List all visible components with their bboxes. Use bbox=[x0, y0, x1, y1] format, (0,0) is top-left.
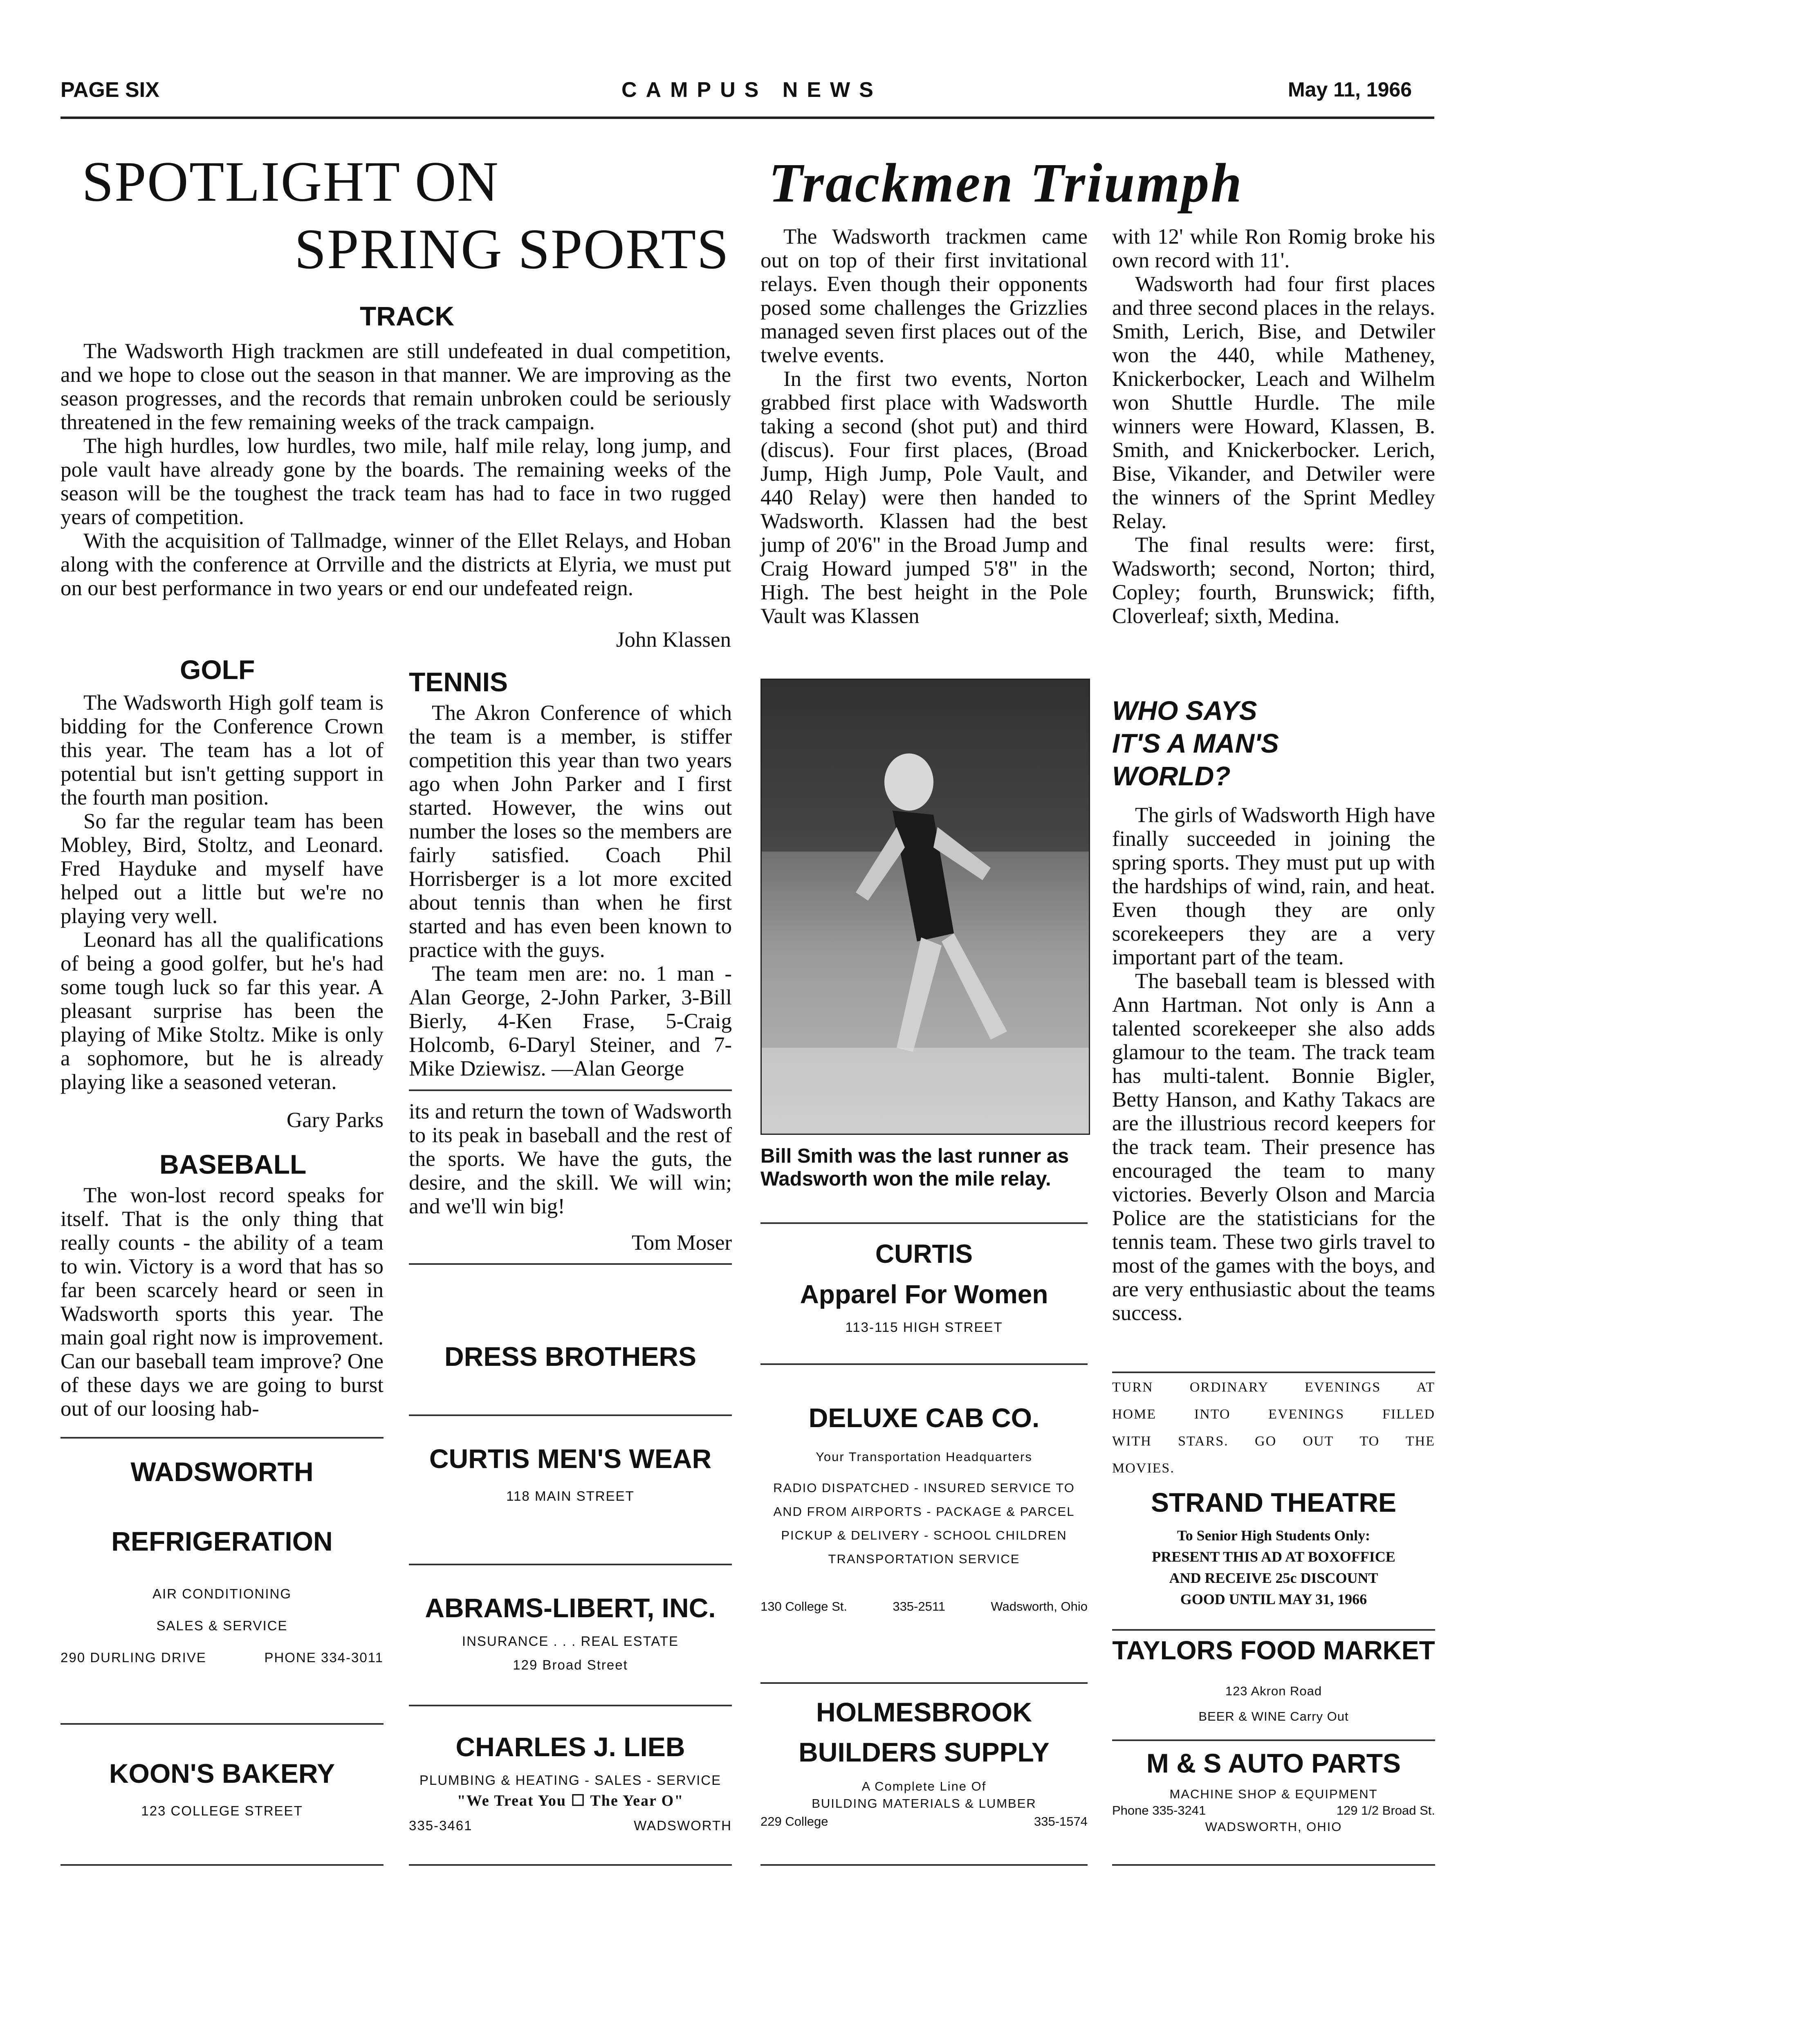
page-number: PAGE SIX bbox=[61, 78, 159, 102]
ad-curtis-apparel bbox=[760, 1239, 1088, 1335]
womans-world-article bbox=[1112, 803, 1435, 1325]
ad-curtis-apparel-address: 113-115 HIGH STREET bbox=[845, 1320, 1003, 1335]
ad-strand-line2: PRESENT THIS AD AT BOXOFFICE bbox=[1152, 1549, 1395, 1565]
ad-lieb-line2: "We Treat You ☐ The Year O" bbox=[457, 1792, 684, 1809]
ad-taylors-sub: BEER & WINE Carry Out bbox=[1198, 1709, 1349, 1724]
trackmen-title: Trackmen Triumph bbox=[769, 152, 1243, 214]
ad-ref-line1: WADSWORTH bbox=[130, 1457, 314, 1487]
track-paragraph: With the acquisition of Tallmadge, winner of the Ellet Relays, and Hoban along with the conference at Orrville and the districts at Elyria, we must put on our best performance in two years or end our undefeated reign. bbox=[61, 529, 731, 600]
ad-rule bbox=[760, 1864, 1088, 1866]
ad-ms-sub: MACHINE SHOP & EQUIPMENT bbox=[1169, 1787, 1378, 1801]
ad-strand-promo2: HOME INTO EVENINGS FILLED bbox=[1112, 1407, 1435, 1422]
ad-ref-sub1: AIR CONDITIONING bbox=[152, 1586, 292, 1601]
ad-curtis-apparel-line1: CURTIS bbox=[875, 1239, 973, 1269]
trackmen-col1 bbox=[760, 225, 1088, 628]
ad-deluxe-address: 130 College St. bbox=[760, 1599, 847, 1614]
ad-deluxe-phone: 335-2511 bbox=[893, 1599, 946, 1614]
ad-lieb-line1: PLUMBING & HEATING - SALES - SERVICE bbox=[419, 1773, 722, 1788]
issue-date: May 11, 1966 bbox=[1288, 78, 1412, 101]
golf-byline: Gary Parks bbox=[287, 1108, 384, 1132]
ad-ref-phone: PHONE 334-3011 bbox=[264, 1650, 384, 1665]
track-byline: John Klassen bbox=[616, 628, 731, 652]
ad-holmesbrook-address: 229 College bbox=[760, 1814, 828, 1829]
ad-curtis-apparel-line2: Apparel For Women bbox=[800, 1280, 1048, 1309]
ad-deluxe-cab bbox=[760, 1402, 1088, 1614]
ad-ms-city: WADSWORTH, OHIO bbox=[1205, 1820, 1342, 1834]
golf-paragraph: The Wadsworth High golf team is bidding for the Conference Crown this year. The team has a lot of potential but isn't getting support in the fourth man position. bbox=[61, 691, 384, 809]
track-paragraph: The high hurdles, low hurdles, two mile, half mile relay, long jump, and pole vault have already gone by the boards. The remaining weeks of the season will be the toughest the track team has had to face in two rugged years of competition. bbox=[61, 434, 731, 529]
ad-ms-phone: Phone 335-3241 bbox=[1112, 1803, 1206, 1818]
ad-lieb-city: WADSWORTH bbox=[634, 1818, 732, 1833]
ad-taylors-name: TAYLORS FOOD MARKET bbox=[1112, 1636, 1435, 1665]
ad-deluxe-city: Wadsworth, Ohio bbox=[991, 1599, 1088, 1614]
ad-holmesbrook bbox=[760, 1697, 1088, 1829]
ad-abrams-line2: 129 Broad Street bbox=[513, 1657, 628, 1672]
ad-rule bbox=[61, 1723, 384, 1725]
header-rule bbox=[61, 117, 1434, 119]
ad-rule bbox=[409, 1564, 732, 1565]
golf-paragraph: So far the regular team has been Mobley, Bird, Stoltz, and Leonard. Fred Hayduke and myself have helped out a little but we're no playing very well. bbox=[61, 809, 384, 928]
ad-abrams-line1: INSURANCE . . . REAL ESTATE bbox=[462, 1634, 679, 1649]
ad-ms-auto-parts bbox=[1112, 1748, 1435, 1834]
ad-strand-promo1: TURN ORDINARY EVENINGS AT bbox=[1112, 1380, 1435, 1395]
ad-koons-name: KOON'S BAKERY bbox=[109, 1758, 335, 1788]
runner-photo bbox=[760, 679, 1090, 1135]
ad-curtis-mens-wear bbox=[409, 1443, 732, 1504]
womans-world-paragraph: The baseball team is blessed with Ann Hartman. Not only is Ann a talented scorekeeper she also adds glamour to the team. The track team has multi-talent. Bonnie Bigler, Betty Hanson, and Kathy Takacs are are the illustrious record keepers for the track team. Their presence has encouraged the team to many victories. Beverly Olson and Marcia Police are the statisticians for the tennis team. These two girls travel to most of the games with the boys, and are very enthusiastic about the teams success. bbox=[1112, 969, 1435, 1325]
ad-deluxe-line3: PICKUP & DELIVERY - SCHOOL CHILDREN bbox=[781, 1528, 1067, 1542]
ad-wadsworth-refrigeration bbox=[61, 1455, 384, 1665]
ad-lieb-phone: 335-3461 bbox=[409, 1818, 473, 1833]
ad-strand-theatre bbox=[1112, 1380, 1435, 1608]
ad-rule bbox=[1112, 1629, 1435, 1631]
track-article bbox=[61, 339, 731, 600]
baseball-continued-text: its and return the town of Wadsworth to its peak in baseball and the rest of the sports. We have the guts, the desire, and the skill. We will win; and we'll win big! bbox=[409, 1100, 732, 1218]
ad-abrams-libert bbox=[409, 1592, 732, 1673]
baseball-article bbox=[61, 1183, 384, 1421]
ad-strand-name: STRAND THEATRE bbox=[1151, 1487, 1397, 1517]
ad-deluxe-tagline: Your Transportation Headquarters bbox=[816, 1450, 1032, 1464]
ad-deluxe-line1: RADIO DISPATCHED - INSURED SERVICE TO bbox=[773, 1481, 1075, 1495]
ad-charles-lieb bbox=[409, 1731, 732, 1833]
ad-curtis-men-address: 118 MAIN STREET bbox=[506, 1488, 635, 1504]
ad-strand-line1: To Senior High Students Only: bbox=[1177, 1527, 1371, 1544]
ad-curtis-men-name: CURTIS MEN'S WEAR bbox=[429, 1443, 712, 1474]
ad-holmesbrook-line1: HOLMESBROOK bbox=[816, 1697, 1032, 1727]
golf-heading: GOLF bbox=[180, 654, 255, 685]
trackmen-paragraph: The final results were: first, Wadsworth; second, Norton; third, Copley; fourth, Brunswick; fifth, Cloverleaf; sixth, Medina. bbox=[1112, 533, 1435, 628]
photo-caption: Bill Smith was the last runner as Wadsworth won the mile relay. bbox=[760, 1145, 1069, 1190]
ad-rule bbox=[409, 1864, 732, 1866]
ad-deluxe-line4: TRANSPORTATION SERVICE bbox=[828, 1552, 1020, 1566]
baseball-heading: BASEBALL bbox=[159, 1149, 307, 1179]
tennis-paragraph: The team men are: no. 1 man - Alan George, 2-John Parker, 3-Bill Bierly, 4-Ken Frase, 5-Craig Holcomb, 6-Daryl Steiner, and 7-Mike Dziewisz. —Alan George bbox=[409, 962, 732, 1080]
ad-deluxe-name: DELUXE CAB CO. bbox=[808, 1403, 1040, 1433]
ad-rule bbox=[1112, 1739, 1435, 1741]
tennis-paragraph: The Akron Conference of which the team is a member, is stiffer competition this year than two years ago when John Parker and I first started. However, the wins out number the loses so the members are fairly satisfied. Coach Phil Horrisberger is a lot more excited about tennis than when he first started and has even been known to practice with the guys. bbox=[409, 701, 732, 962]
ad-rule bbox=[760, 1682, 1088, 1684]
tennis-article bbox=[409, 701, 732, 1080]
ad-rule bbox=[760, 1363, 1088, 1365]
trackmen-paragraph: with 12' while Ron Romig broke his own record with 11'. bbox=[1112, 225, 1435, 272]
ad-abrams-name: ABRAMS-LIBERT, INC. bbox=[425, 1593, 716, 1623]
ad-taylors-address: 123 Akron Road bbox=[1225, 1684, 1322, 1698]
golf-article bbox=[61, 691, 384, 1094]
womans-world-title-3: WORLD? bbox=[1112, 761, 1231, 791]
ad-holmesbrook-line2: BUILDERS SUPPLY bbox=[799, 1737, 1050, 1767]
ad-rule bbox=[760, 1222, 1088, 1224]
paper-name: CAMPUS NEWS bbox=[621, 78, 882, 102]
ad-strand-line4: GOOD UNTIL MAY 31, 1966 bbox=[1180, 1591, 1367, 1607]
ad-ref-address: 290 DURLING DRIVE bbox=[61, 1650, 206, 1665]
golf-paragraph: Leonard has all the qualifications of being a good golfer, but he's had some tough luck so far this year. A pleasant surprise has been the playing of Mike Stoltz. Mike is only a sophomore, but he is already playing like a seasoned veteran. bbox=[61, 928, 384, 1094]
ad-ref-line2: REFRIGERATION bbox=[111, 1526, 333, 1556]
ad-dress-brothers bbox=[409, 1341, 732, 1372]
ad-lieb-name: CHARLES J. LIEB bbox=[455, 1732, 685, 1762]
spotlight-title-line2: SPRING SPORTS bbox=[294, 217, 730, 281]
ad-koons-address: 123 COLLEGE STREET bbox=[141, 1803, 303, 1818]
ad-rule bbox=[409, 1414, 732, 1416]
trackmen-paragraph: The Wadsworth trackmen came out on top of their first invitational relays. Even though their opponents posed some challenges the Grizzlies managed seven first places out of the twelve events. bbox=[760, 225, 1088, 367]
womans-world-title-1: WHO SAYS bbox=[1112, 695, 1257, 726]
ad-strand-promo4: MOVIES. bbox=[1112, 1461, 1175, 1476]
ad-holmesbrook-sub2: BUILDING MATERIALS & LUMBER bbox=[812, 1796, 1036, 1811]
ad-ref-sub2: SALES & SERVICE bbox=[156, 1618, 288, 1633]
spotlight-title-line1: SPOTLIGHT ON bbox=[82, 150, 499, 213]
ad-taylors-food-market bbox=[1112, 1635, 1435, 1724]
womans-world-rule bbox=[1112, 1372, 1435, 1373]
track-paragraph: The Wadsworth High trackmen are still undefeated in dual competition, and we hope to close out the season in that manner. We are improving as the season progresses, and the records that remain unbroken could be seriously threatened in the few remaining weeks of the track campaign. bbox=[61, 339, 731, 434]
ad-rule bbox=[1112, 1864, 1435, 1866]
track-heading: TRACK bbox=[360, 301, 454, 331]
trackmen-paragraph: Wadsworth had four first places and three second places in the relays. Smith, Lerich, Bise, and Detwiler won the 440, while Matheney, Knickerbocker, Leach and Wilhelm won Shuttle Hurdle. The mile winners were Howard, Klassen, B. Smith, and Knickerbocker. Lerich, Bise, Vikander, and Detwiler were the winners of the Sprint Medley Relay. bbox=[1112, 272, 1435, 533]
ad-rule bbox=[409, 1705, 732, 1706]
womans-world-title-2: IT'S A MAN'S bbox=[1112, 728, 1279, 758]
womans-world-paragraph: The girls of Wadsworth High have finally succeeded in joining the spring sports. They must put up with the hardships of wind, rain, and heat. Even though they are only scorekeepers they are a very important part of the team. bbox=[1112, 803, 1435, 969]
tennis-heading: TENNIS bbox=[409, 667, 508, 697]
ad-rule bbox=[61, 1864, 384, 1866]
ad-dress-name: DRESS BROTHERS bbox=[444, 1341, 697, 1372]
ad-koons-bakery bbox=[61, 1758, 384, 1819]
runner-figure-icon bbox=[762, 680, 1089, 1134]
ad-holmesbrook-sub1: A Complete Line Of bbox=[861, 1779, 987, 1793]
baseball-end-rule bbox=[409, 1263, 732, 1265]
trackmen-paragraph: In the first two events, Norton grabbed first place with Wadsworth taking a second (shot put) and third (discus). Four first places, (Broad Jump, High Jump, Pole Vault, and 440 Relay) were then handed to Wadsworth. Klassen had the best jump of 20'6" in the Broad Jump and Craig Howard jumped 5'8" in the High. The best height in the Pole Vault was Klassen bbox=[760, 367, 1088, 628]
baseball-byline: Tom Moser bbox=[631, 1231, 732, 1255]
ad-deluxe-line2: AND FROM AIRPORTS - PACKAGE & PARCEL bbox=[773, 1504, 1075, 1519]
baseball-paragraph: The won-lost record speaks for itself. That is the only thing that really counts - the ability of a team to win. Victory is a word that has so far been scarcely heard or seen in Wadsworth sports this year. The main goal right now is improvement. Can our baseball team improve? One of these days we are going to burst out of our loosing hab- bbox=[61, 1183, 384, 1421]
trackmen-col2 bbox=[1112, 225, 1435, 628]
baseball-continued bbox=[409, 1100, 732, 1218]
ad-ms-address: 129 1/2 Broad St. bbox=[1336, 1803, 1435, 1818]
tennis-rule bbox=[409, 1089, 732, 1091]
ad-holmesbrook-phone: 335-1574 bbox=[1034, 1814, 1088, 1829]
baseball-rule bbox=[61, 1437, 384, 1439]
ad-ms-name: M & S AUTO PARTS bbox=[1146, 1748, 1401, 1778]
ad-strand-promo3: WITH STARS. GO OUT TO THE bbox=[1112, 1434, 1435, 1449]
ad-strand-line3: AND RECEIVE 25c DISCOUNT bbox=[1169, 1570, 1378, 1586]
